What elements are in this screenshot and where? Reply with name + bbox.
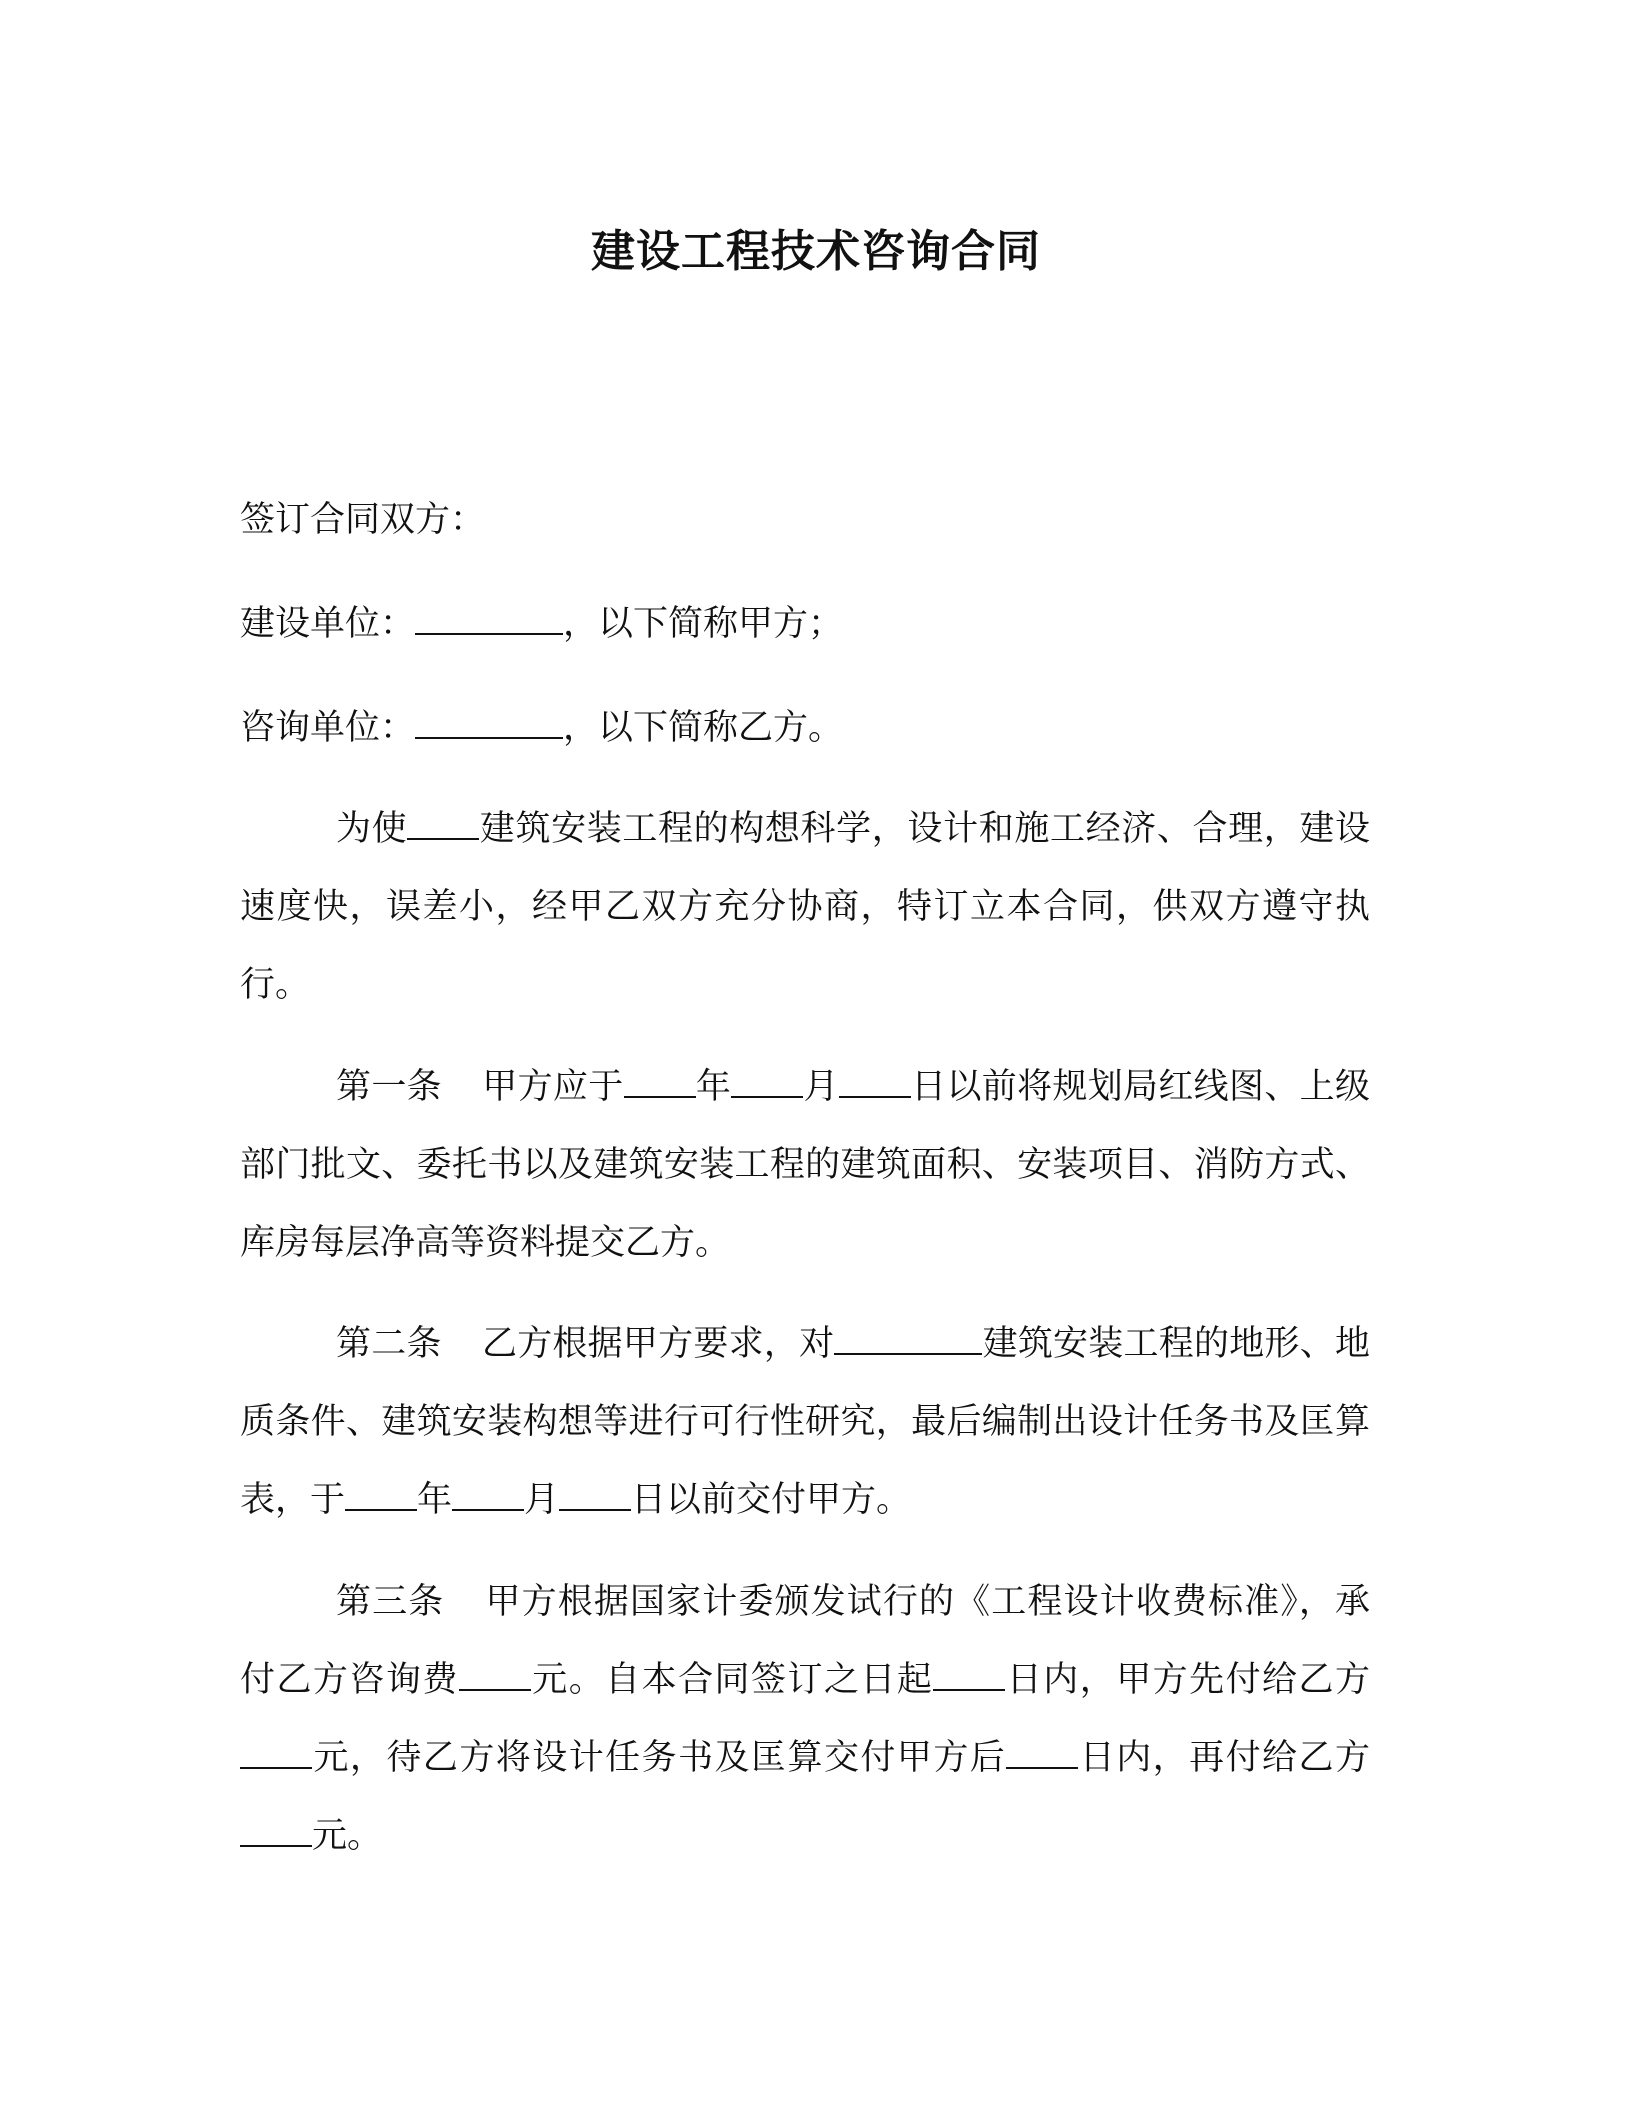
second-payment-days-blank [1006, 1737, 1078, 1769]
article-3-text-b: 元。自本合同签订之日起 [530, 1660, 934, 1700]
article-1-text-b: 日以前将规划局红线图、上级部门批文、委托书以及建筑安装工程的建筑面积、安装项目、消防方式、库房每层净高等资料提交乙方。 [240, 1067, 1370, 1263]
consultant-suffix: ，以下简称乙方。 [563, 708, 844, 748]
builder-line [240, 594, 843, 654]
article-3-text-c: 日内，甲方先付给乙方 [1005, 1660, 1370, 1700]
article-2-year-blank [345, 1479, 417, 1511]
article-1-year-blank [624, 1066, 696, 1098]
article-3-heading: 第三条 [336, 1582, 445, 1622]
builder-blank [415, 603, 563, 635]
article-2-project-blank [834, 1323, 982, 1355]
article-2-heading: 第二条 [336, 1324, 442, 1364]
project-blank [407, 808, 479, 840]
parties-intro: 签订合同双方： [240, 500, 486, 540]
article-1-paragraph [240, 1048, 1370, 1282]
article-1-year: 年 [695, 1067, 732, 1107]
article-2-text-c: 日以前交付甲方。 [631, 1480, 912, 1520]
article-1-text-a: 甲方应于 [481, 1067, 624, 1107]
preamble-text-b: 建筑安装工程的构想科学，设计和施工经济、合理，建设速度快，误差小，经甲乙双方充分协商，特订立本合同，供双方遵守执行。 [240, 809, 1370, 1005]
builder-suffix: ，以下简称甲方； [563, 604, 844, 644]
article-1-month-blank [731, 1066, 803, 1098]
builder-label: 建设单位： [240, 604, 416, 644]
article-3-text-d: 元，待乙方将设计任务书及匡算交付甲方后 [312, 1738, 1007, 1778]
article-2-day-blank [559, 1479, 631, 1511]
article-1-month: 月 [803, 1067, 839, 1107]
consultant-line [240, 698, 843, 758]
article-3-text-f: 元。 [312, 1816, 383, 1856]
article-2-month: 月 [524, 1480, 560, 1520]
article-2-text-a: 乙方根据甲方要求，对 [481, 1324, 835, 1364]
consultant-blank [415, 707, 563, 739]
article-3-text-e: 日内，再付给乙方 [1078, 1738, 1370, 1778]
preamble-text-a: 为使 [336, 809, 408, 849]
article-1-day-blank [839, 1066, 911, 1098]
first-payment-days-blank [933, 1659, 1005, 1691]
article-2-text-b: 建筑安装工程的地形、地质条件、建筑安装构想等进行可行性研究，最后编制出设计任务书及匡算表，于 [240, 1324, 1370, 1520]
article-1-heading: 第一条 [336, 1067, 442, 1107]
article-2-month-blank [452, 1479, 524, 1511]
document-title: 建设工程技术咨询合同 [591, 226, 1041, 277]
second-payment-amount-blank [240, 1815, 312, 1847]
article-3-paragraph [240, 1563, 1370, 1875]
article-3-text-a: 甲方根据国家计委颁发试行的《工程设计收费标准》，承付乙方咨询费 [240, 1582, 1370, 1700]
article-2-year: 年 [417, 1480, 453, 1520]
consultant-label: 咨询单位： [240, 708, 416, 748]
article-2-paragraph [240, 1305, 1370, 1539]
first-payment-amount-blank [240, 1737, 312, 1769]
preamble-paragraph [240, 790, 1370, 1024]
fee-total-blank [459, 1659, 531, 1691]
